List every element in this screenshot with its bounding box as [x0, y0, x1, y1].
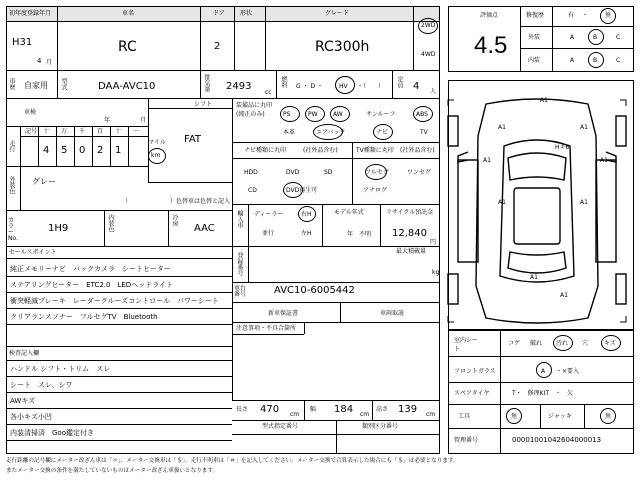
digit-divider: [92, 126, 93, 166]
disp-label: 排気量: [203, 74, 210, 92]
use-label: 車歴: [8, 78, 15, 90]
damage-mark: A1: [580, 124, 588, 131]
inspector-note: シート スレ、シワ: [10, 381, 73, 389]
equip-item: 本革: [283, 129, 296, 136]
equip-item: PW: [308, 111, 318, 118]
width-unit: cm: [360, 411, 370, 418]
glass-label: フロントガラス: [454, 368, 496, 375]
import-label: 輸入車: [236, 210, 243, 228]
length-unit: cm: [290, 411, 300, 418]
inspect-label: 車検: [24, 109, 37, 116]
tool-label: 工具: [458, 413, 471, 420]
nav-note: (社外品含む): [303, 147, 338, 154]
first-reg-label: 初年度登録年月: [9, 10, 52, 17]
model-year-label: モデル年式: [334, 209, 364, 216]
new-car-warranty: 新車保証書: [268, 310, 299, 317]
color-no-label: カラーNo.: [8, 217, 18, 242]
sales-point: 純正メモリーナビ バックカメラ シートヒーター: [10, 265, 171, 273]
recycle-value: 12,840: [392, 228, 427, 239]
digit-divider: [38, 126, 39, 166]
equipment-subtitle: (純正のみ): [236, 111, 265, 118]
inspector-note: 各小キズ小凹: [10, 413, 52, 421]
interior-grade-a: A: [570, 57, 575, 64]
digit-label: 十: [43, 128, 50, 135]
equip-item: AW: [333, 111, 343, 118]
equip-item: エアバック: [316, 129, 346, 136]
car-outline-icon: [446, 96, 628, 326]
seat-option: コゲ: [508, 340, 521, 347]
exterior-note: （ ）色替車は色替と記入: [122, 198, 231, 205]
door-label: ドア: [213, 10, 225, 17]
damage-mark: A1: [530, 274, 538, 281]
digit-divider: [128, 126, 129, 166]
line-divider: [6, 392, 232, 393]
inspector-label: 検査記入欄: [9, 350, 40, 357]
digit-label: 記号: [25, 128, 38, 135]
disp-value: 2493: [226, 81, 252, 92]
exterior-grade-b: B: [593, 34, 598, 41]
line-divider: [6, 376, 232, 377]
name-label: 車名: [122, 10, 135, 17]
line-divider: [6, 276, 232, 277]
inspector-note: AWキズ: [10, 397, 36, 405]
nav-dvd: DVD: [286, 169, 300, 176]
disp-unit: cc: [265, 89, 272, 96]
model-label: 型式: [60, 78, 67, 90]
owner-manual: 車両取説: [380, 310, 405, 317]
import-parallel: 並行: [262, 230, 275, 237]
interior-grade-b: B: [593, 57, 598, 64]
fuel-hv: HV: [339, 83, 348, 90]
inspect-year: 年: [104, 117, 111, 124]
digit-label: 十: [115, 128, 122, 135]
nav-hdd: HDD: [244, 169, 258, 176]
seat-option: 汚れ: [556, 340, 569, 347]
glass-x: ・×要入: [556, 368, 580, 375]
damage-mark: A1: [540, 97, 548, 104]
width-value: 184: [334, 404, 354, 415]
mgmt-value: 00001001042604000013: [512, 436, 602, 444]
digit-label: 万: [61, 128, 68, 135]
recycle-yen: 円: [430, 239, 437, 246]
spare-options: T・ 修理KIT ・ 欠: [512, 390, 574, 397]
color-no-value: 1H9: [48, 223, 69, 234]
door-count: 2: [214, 41, 221, 52]
glass-a: A: [541, 368, 546, 375]
car-name: RC: [118, 39, 137, 55]
footer-line-1: 走行距離の記号欄にメーター改ざん車は「＊」、メーター交換車は「＄」、走行不明車は「＃」を記入してください。メーター交換で合算表示した場合にも「＄」は必要となります。: [6, 458, 459, 464]
unit-mile: マイル: [148, 139, 166, 146]
tv-analog: アナログ: [363, 187, 388, 194]
line-divider: [6, 440, 232, 441]
fuel-paren: ・（ ）: [357, 83, 385, 90]
damage-mark: A1: [498, 199, 506, 206]
tv-note: (社外品含む): [400, 147, 435, 154]
seat-option: 穴: [582, 340, 589, 347]
cap-unit: 人: [430, 88, 437, 95]
height-value: 139: [398, 404, 418, 415]
spare-label: スペアタイヤ: [454, 390, 490, 397]
equip-item: TV: [420, 129, 428, 136]
max-load-label: 最大積載量: [396, 248, 427, 255]
odometer-digit: 4: [43, 145, 50, 156]
cap-label: 定員: [396, 76, 403, 88]
interior-grade-label: 内装: [528, 57, 541, 64]
height-label: 高さ: [376, 406, 389, 413]
points-label: セールスポイント: [9, 249, 57, 256]
chassis-value: AVC10-6005442: [274, 285, 355, 296]
inspector-note: 内装清掃済 Goo鑑定付き: [10, 429, 94, 437]
length-label: 長さ: [236, 406, 249, 413]
grade-label: グレード: [325, 10, 350, 17]
equip-item: ナビ: [376, 129, 389, 136]
score-value: 4.5: [474, 32, 508, 59]
equip-item: PS: [283, 111, 291, 118]
exterior-grade-label: 外装: [528, 34, 541, 41]
shift-value: FAT: [184, 134, 202, 145]
aircon-label: 冷房: [171, 214, 178, 226]
chassis-label: 車台番号: [234, 285, 247, 298]
height-unit: cm: [426, 411, 436, 418]
footer-line-2: またメーター交換の条件を満たしていないものはメーター改ざん車扱いとなります。: [6, 468, 219, 474]
model-year-value: 年 不明: [347, 231, 372, 238]
width-label: 幅: [310, 406, 317, 413]
capacity-value: 4: [413, 81, 420, 92]
tool-value: 無: [511, 413, 518, 420]
damage-mark: A1: [580, 199, 588, 206]
nav-title: ナビ種類に丸印: [244, 147, 287, 154]
line-divider: [6, 408, 232, 409]
sales-point: クリアランスソナー フルセグTV Bluetooth: [10, 313, 158, 321]
class-no-label: 類別区分番号: [362, 423, 399, 430]
digit-label: 一: [133, 128, 140, 135]
damage-mark: A1: [483, 157, 491, 164]
unit-km: km: [151, 152, 161, 159]
type-cert-label: 型式指定番号: [262, 423, 299, 430]
interior-color-label: 内装色: [107, 214, 114, 232]
repair-no: 無: [605, 12, 612, 19]
damage-mark: A1: [600, 157, 608, 164]
first-reg-year: H31: [12, 37, 33, 48]
reg-no-label: 登録番号: [236, 252, 243, 276]
line-divider: [6, 292, 232, 293]
tv-oneseg: ワンセグ: [407, 169, 432, 176]
seat-option: キズ: [604, 340, 616, 347]
nav-dvd-play: DVD再生可: [286, 187, 318, 194]
odometer-digit: 2: [97, 145, 104, 156]
equip-item: ABS: [416, 111, 428, 118]
max-load-unit: kg: [432, 269, 440, 276]
odometer-digit: 0: [79, 145, 86, 156]
length-value: 470: [260, 404, 280, 415]
fuel-options: G ・ D ・: [296, 83, 323, 90]
fuel-label: 燃料: [280, 76, 287, 88]
equip-item: サンルーフ: [366, 111, 396, 118]
shift-label: シフト: [194, 101, 213, 108]
mileage-section-label: 走行: [8, 140, 15, 152]
exterior-label: 外装色: [8, 176, 15, 194]
hand-left: 左H: [301, 230, 312, 237]
digit-divider: [56, 126, 57, 166]
odometer-digit: 1: [115, 145, 122, 156]
seat-label: 室内シート: [454, 337, 479, 353]
jack-value: 無: [605, 413, 612, 420]
aircon-value: AAC: [194, 223, 215, 234]
tv-fullseg: フルセグ: [365, 169, 389, 176]
exterior-grade-a: A: [570, 34, 575, 41]
shape-label: 形状: [240, 10, 253, 17]
repair-label: 修復歴: [526, 12, 545, 19]
tv-title: TV種類に丸印: [356, 147, 394, 154]
grade-value: RC300h: [315, 39, 370, 55]
digit-divider: [74, 126, 75, 166]
model-value: DAA-AVC10: [98, 81, 156, 92]
damage-mark: A1: [498, 124, 506, 131]
mgmt-label: 管理番号: [454, 437, 479, 444]
repair-sep: ・: [582, 12, 589, 19]
nav-sd: SD: [324, 169, 333, 176]
digit-label: 百: [97, 128, 104, 135]
drive-4wd: 4WD: [421, 51, 436, 58]
digit-divider: [110, 126, 111, 166]
import-dealer: ディーラー: [254, 211, 284, 218]
sales-point: 衝突軽減ブレーキ レーダークルーズコントロール パワーシート: [10, 297, 219, 305]
repair-yes: 有: [568, 12, 575, 19]
score-label: 評価点: [480, 12, 499, 19]
month-unit: 月: [46, 59, 53, 66]
seat-option: 破れ: [530, 340, 543, 347]
drive-2wd: 2WD: [421, 22, 436, 29]
damage-mark: A1: [560, 292, 568, 299]
use-value: 自家用: [24, 81, 48, 90]
interior-grade-c: C: [616, 57, 621, 64]
line-divider: [6, 424, 232, 425]
sales-point: ステアリングヒーター ETC2.0 LEDヘッドライト: [10, 281, 173, 289]
exterior-grade-c: C: [616, 34, 621, 41]
odometer-digit: 5: [61, 145, 68, 156]
notes-label: 注意事項・不具合箇所: [236, 325, 297, 332]
line-divider: [6, 324, 232, 325]
exterior-color: グレー: [32, 177, 56, 186]
inspector-note: ハンドル シフト・トリム スレ: [10, 365, 111, 373]
inspect-month: 月: [140, 117, 147, 124]
damage-mark: Hキ6: [555, 144, 570, 151]
recycle-label: リサイクル預託金: [386, 209, 434, 216]
hand-right: 右H: [301, 211, 312, 218]
equipment-title: 装備品に丸印: [236, 102, 273, 109]
first-reg-month: 4: [37, 57, 42, 65]
jack-label: ジャッキ: [548, 413, 572, 420]
digit-label: 千: [79, 128, 86, 135]
nav-cd: CD: [248, 187, 257, 194]
line-divider: [6, 308, 232, 309]
